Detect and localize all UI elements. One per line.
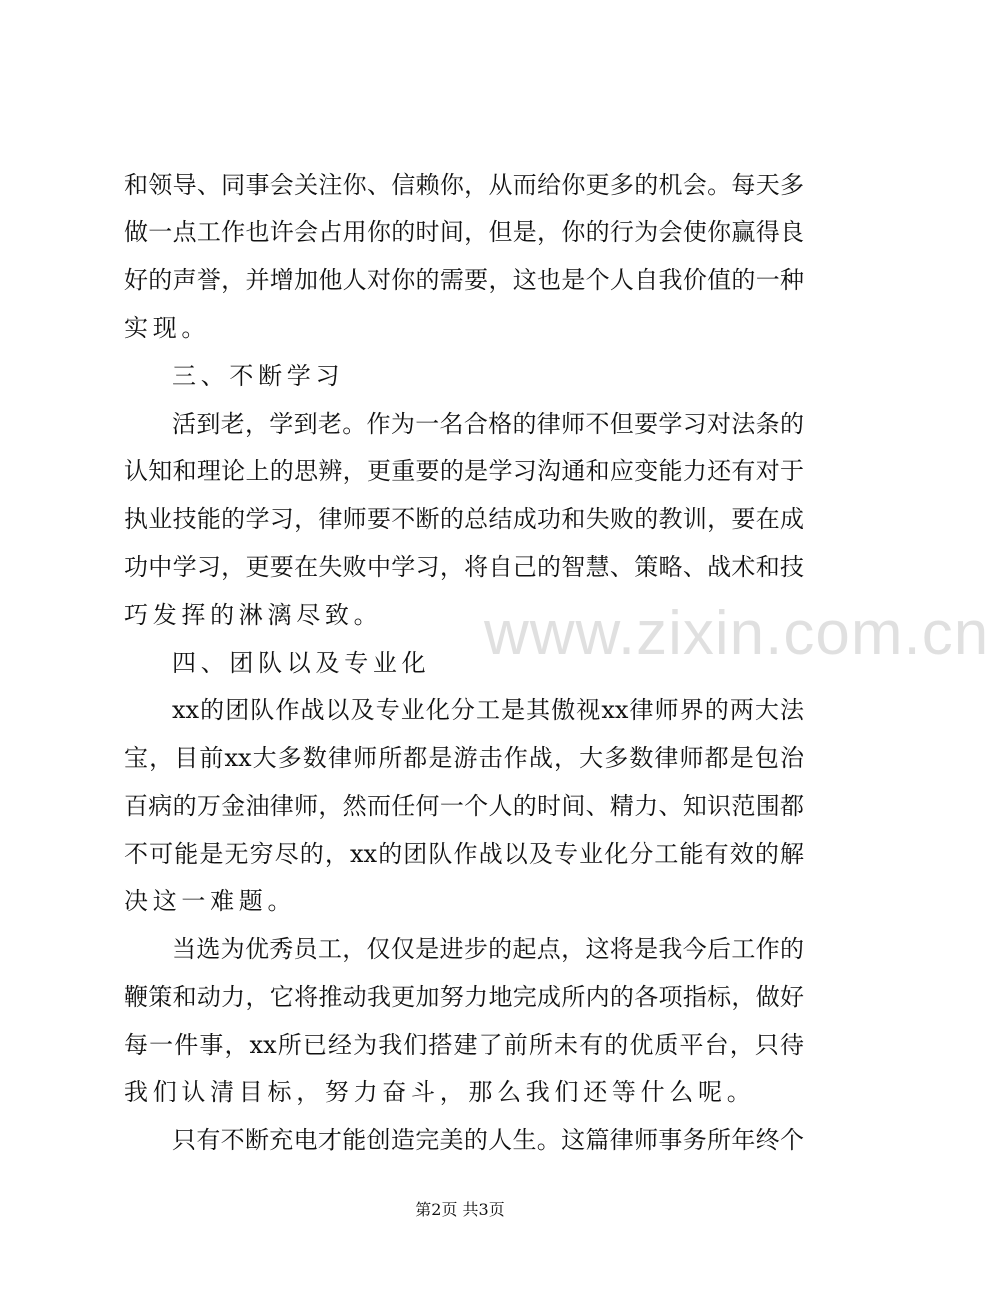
paragraph-line: 实现。: [124, 314, 211, 342]
paragraph-line: 百病的万金油律师，然而任何一个人的时间、精力、知识范围都: [124, 792, 804, 820]
paragraph-line: 决这一难题。: [124, 887, 297, 915]
paragraph-line: 活到老，学到老。作为一名合格的律师不但要学习对法条的: [172, 410, 804, 438]
paragraph-line: 我们认清目标，努力奋斗，那么我们还等什么呢。: [124, 1078, 756, 1106]
paragraph-line: 执业技能的学习，律师要不断的总结成功和失败的教训，要在成: [124, 505, 804, 533]
paragraph-line: 当选为优秀员工，仅仅是进步的起点，这将是我今后工作的: [172, 935, 804, 963]
paragraph-line: 巧发挥的淋漓尽致。: [124, 601, 383, 629]
section-heading: 三、不断学习: [172, 362, 345, 390]
paragraph-line: 鞭策和动力，它将推动我更加努力地完成所内的各项指标，做好: [124, 983, 804, 1011]
paragraph-line: xx的团队作战以及专业化分工是其傲视xx律师界的两大法: [172, 696, 804, 724]
paragraph-line: 做一点工作也许会占用你的时间，但是，你的行为会使你赢得良: [124, 218, 804, 246]
section-heading: 四、团队以及专业化: [172, 649, 431, 677]
paragraph-line: 好的声誉，并增加他人对你的需要，这也是个人自我价值的一种: [124, 266, 804, 294]
paragraph-line: 和领导、同事会关注你、信赖你，从而给你更多的机会。每天多: [124, 171, 804, 199]
paragraph-line: 认知和理论上的思辨，更重要的是学习沟通和应变能力还有对于: [124, 457, 804, 485]
paragraph-line: 不可能是无穷尽的，xx的团队作战以及专业化分工能有效的解: [124, 840, 804, 868]
watermark: www.zixin.com.cn: [484, 599, 989, 668]
page-footer: 第2页 共3页: [415, 1200, 505, 1219]
paragraph-line: 每一件事，xx所已经为我们搭建了前所未有的优质平台，只待: [124, 1031, 804, 1059]
paragraph-line: 功中学习，更要在失败中学习，将自己的智慧、策略、战术和技: [124, 553, 804, 581]
paragraph-line: 宝，目前xx大多数律师所都是游击作战，大多数律师都是包治: [124, 744, 804, 772]
paragraph-line: 只有不断充电才能创造完美的人生。这篇律师事务所年终个: [172, 1126, 804, 1154]
